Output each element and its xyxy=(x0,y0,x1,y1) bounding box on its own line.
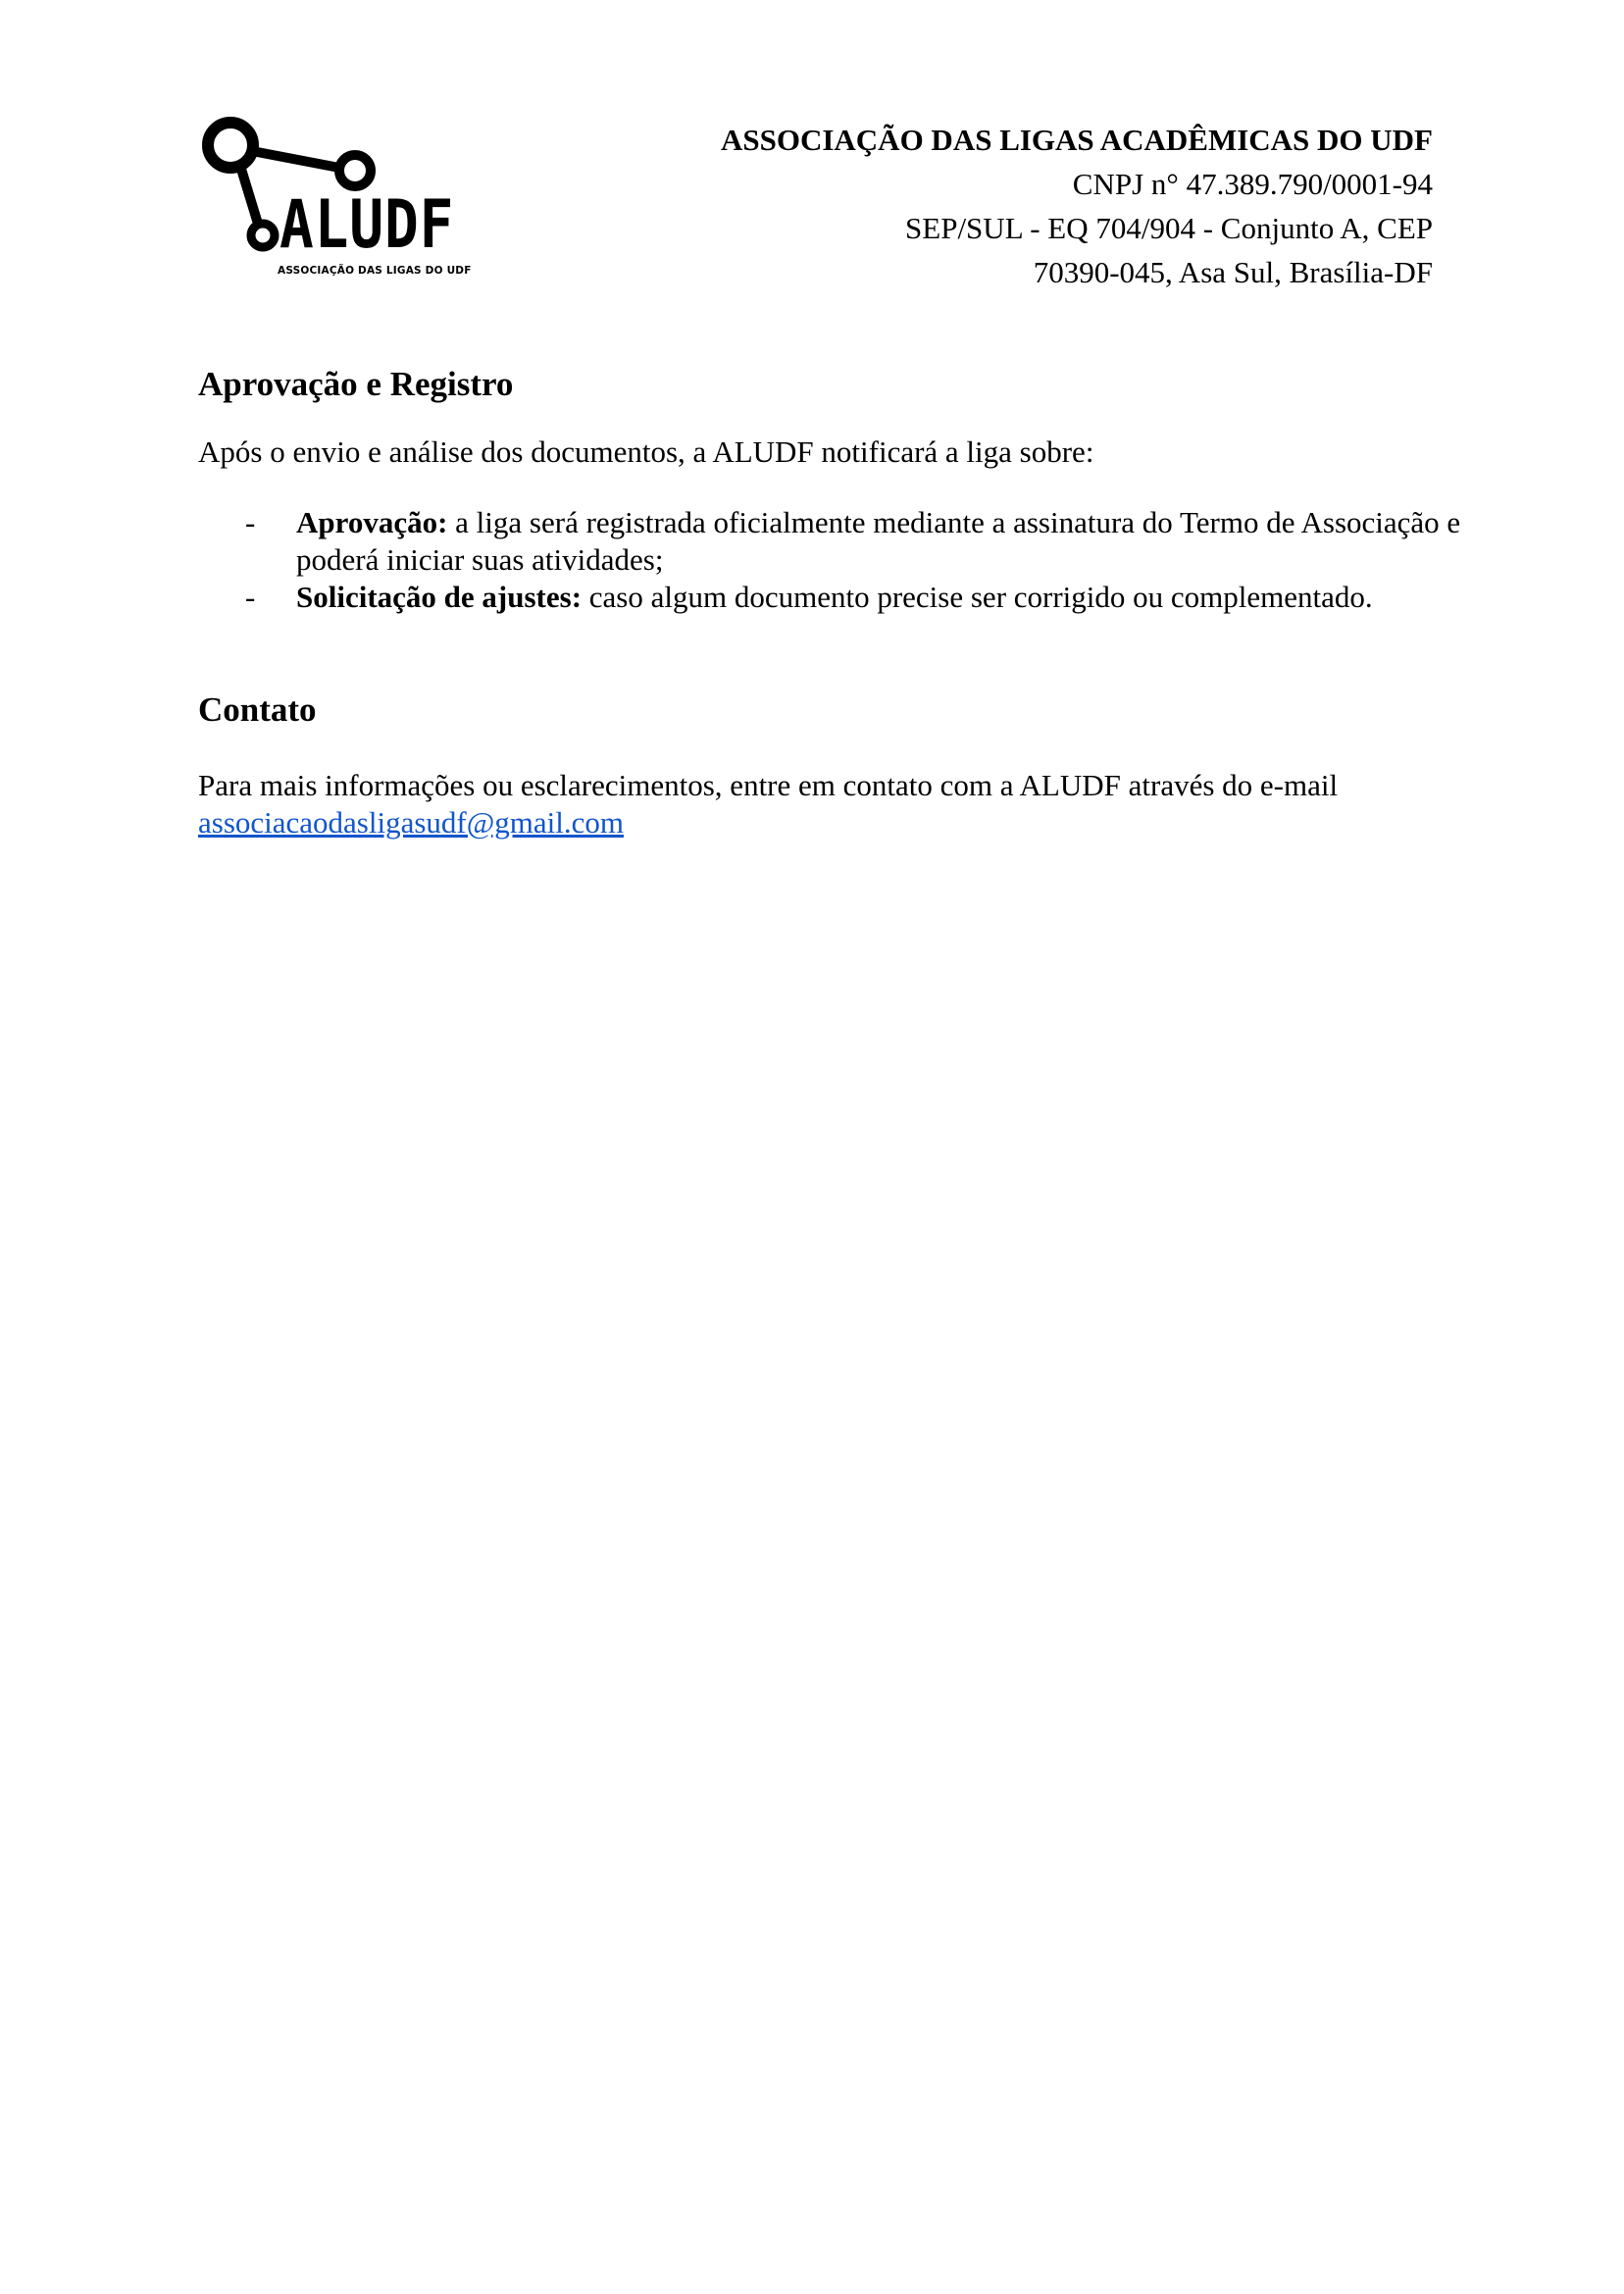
list-item-approval xyxy=(198,504,1463,579)
approval-section-title: Aprovação e Registro xyxy=(198,365,514,403)
list-bullet: - xyxy=(245,505,256,539)
document-body xyxy=(198,363,1463,841)
list-bullet: - xyxy=(245,580,256,614)
list-item-adjustments xyxy=(198,579,1463,616)
logo-tagline: ASSOCIAÇÃO DAS LIGAS DO UDF xyxy=(278,265,472,277)
approval-outcomes-list xyxy=(198,504,1463,616)
organization-address-line-1: SEP/SUL - EQ 704/904 - Conjunto A, CEP xyxy=(905,211,1433,245)
organization-address-line-2: 70390-045, Asa Sul, Brasília-DF xyxy=(1033,255,1433,289)
contact-section-title: Contato xyxy=(198,690,317,729)
approval-intro-text: Após o envio e análise dos documentos, a ALUDF notificará a liga sobre: xyxy=(198,434,1094,469)
logo-wordmark: ALUDF xyxy=(279,186,455,264)
organization-name: ASSOCIAÇÃO DAS LIGAS ACADÊMICAS DO UDF xyxy=(720,123,1433,157)
list-item-label: Solicitação de ajustes: xyxy=(296,580,583,614)
organization-cnpj: CNPJ n° 47.389.790/0001-94 xyxy=(1072,167,1433,201)
list-item-text: a liga será registrada oficialmente mediante a assinatura do Termo de Associação e poderá iniciar suas atividades; xyxy=(296,505,1461,577)
aludf-logo xyxy=(201,106,472,284)
email-link[interactable]: associacaodasligasudf@gmail.com xyxy=(198,805,624,840)
organization-info xyxy=(721,118,1433,294)
contact-paragraph xyxy=(198,767,1463,841)
list-item-text: caso algum documento precise ser corrigido ou complementado. xyxy=(582,580,1373,614)
list-item-label: Aprovação: xyxy=(296,505,448,539)
contact-text: Para mais informações ou esclarecimentos, entre em contato com a ALUDF através do e-mail xyxy=(198,768,1339,802)
